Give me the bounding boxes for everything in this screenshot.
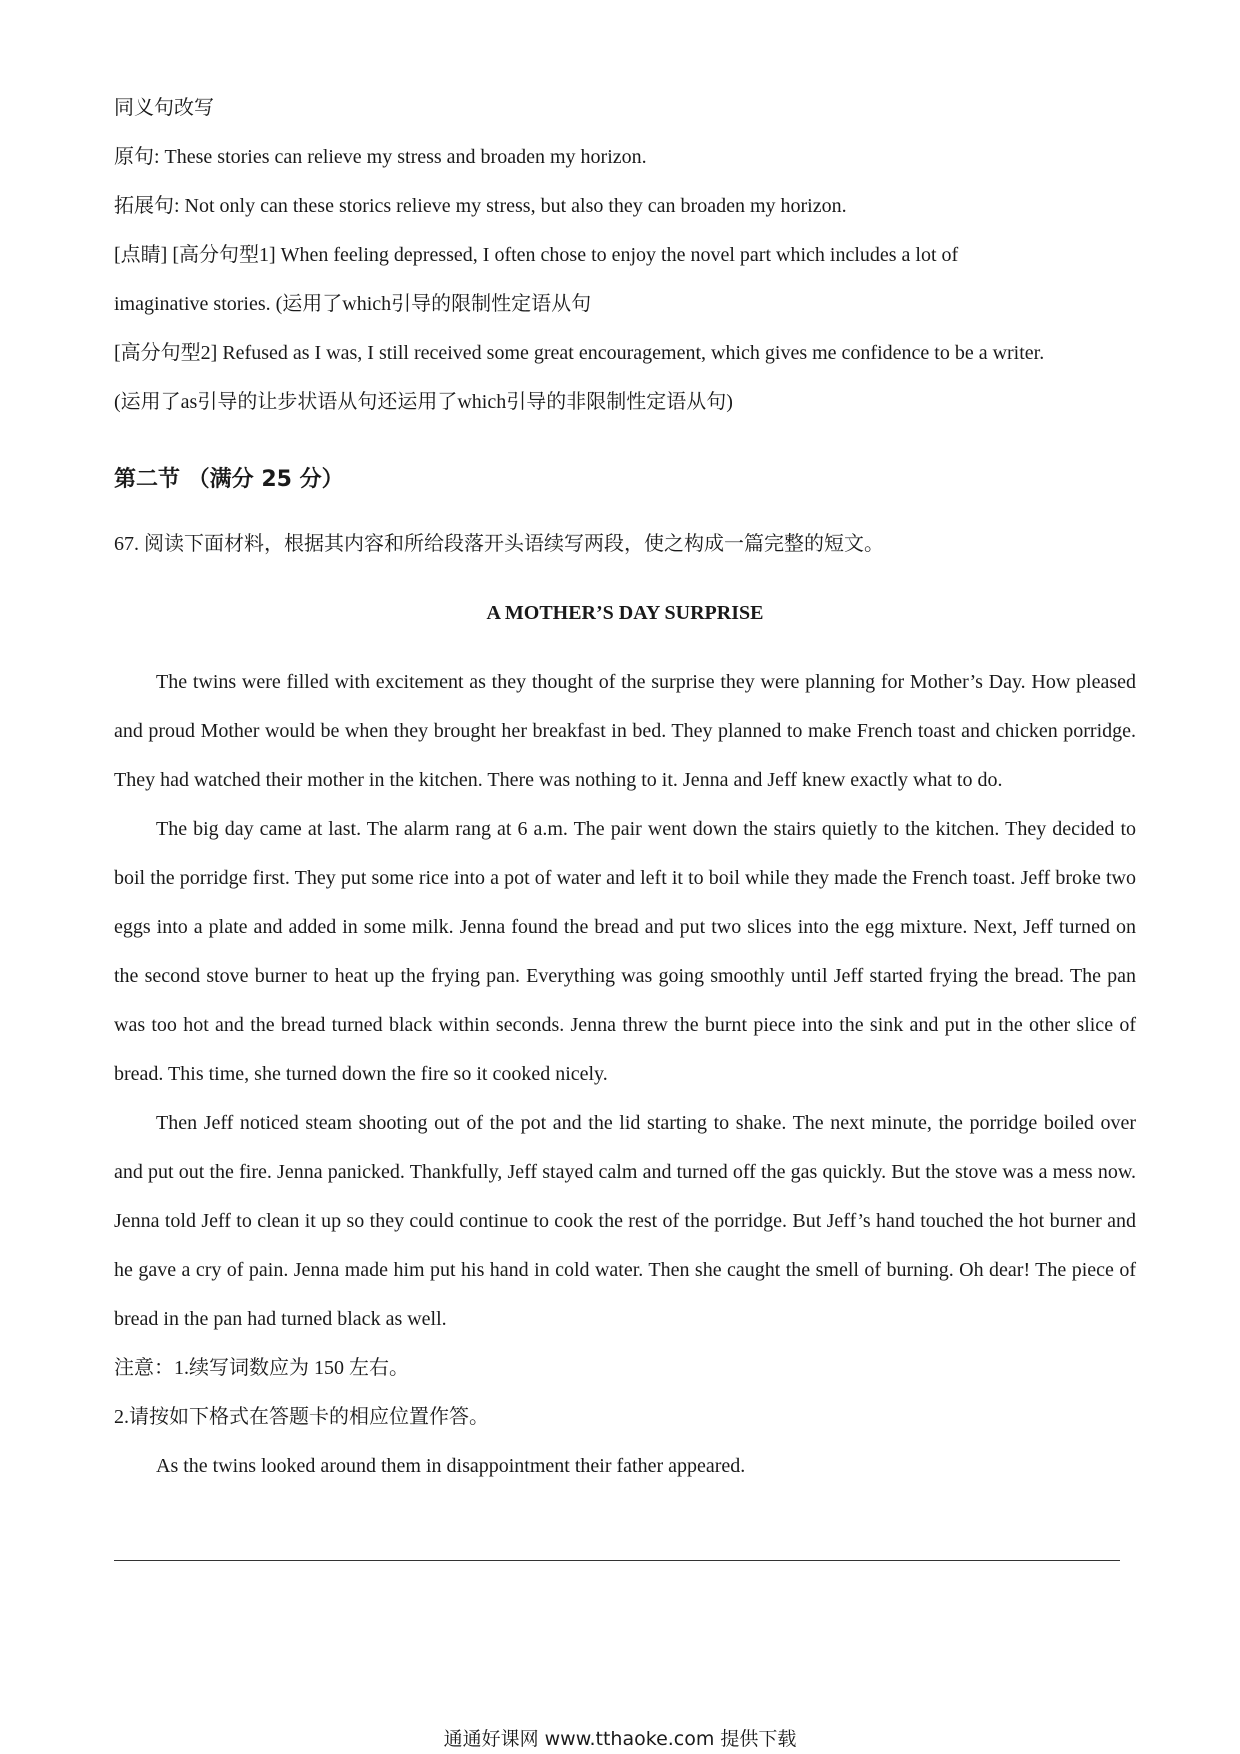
point2-line1: [高分句型2] Refused as I was, I still received some great encouragement, which gives me confidence to be a writer. <box>114 342 1045 364</box>
notes-label: 同义句改写 <box>114 97 214 119</box>
section-heading: 第二节 （满分 25 分） <box>114 467 344 492</box>
task-instruction: 67. 阅读下面材料，根据其内容和所给段落开头语续写两段，使之构成一篇完整的短文。 <box>114 533 884 555</box>
story-title: A MOTHER’S DAY SURPRISE <box>486 602 764 624</box>
point1-line2: imaginative stories. (运用了which引导的限制性定语从句 <box>114 293 592 315</box>
original-sentence: 原句: These stories can relieve my stress and broaden my horizon. <box>114 146 647 168</box>
story-paragraph-2: The big day came at last. The alarm rang at 6 a.m. The pair went down the stairs quietly to the kitchen. They decided to boil the porridge first. They put some rice into a pot of water and left it to boil while they made the French toast. Jeff broke two eggs into a plate and added in some milk. Jenna found the bread and put two slices into the egg mixture. Next, Jeff turned on the second stove burner to heat up the frying pan. Everything was going smoothly until Jeff started frying the bread. The pan was too hot and the bread turned black within seconds. Jenna threw the burnt piece into the sink and put in the other slice of bread. This time, she turned down the fire so it cooked nicely. <box>114 818 1136 1085</box>
story-paragraph-3: Then Jeff noticed steam shooting out of the pot and the lid starting to shake. The next minute, the porridge boiled over and put out the fire. Jenna panicked. Thankfully, Jeff stayed calm and turned off the gas quickly. But the stove was a mess now. Jenna told Jeff to clean it up so they could continue to cook the rest of the porridge. But Jeff’s hand touched the hot burner and he gave a cry of pain. Jenna made him put his hand in cold water. Then she caught the smell of burning. Oh dear! The piece of bread in the pan had turned black as well. <box>114 1112 1136 1330</box>
expanded-sentence: 拓展句: Not only can these storics relieve my stress, but also they can broaden my horizon. <box>114 195 847 217</box>
answer-line <box>114 1560 1120 1561</box>
footer-credit: 通通好课网 www.tthaoke.com 提供下载 <box>443 1728 797 1750</box>
point2-line2: (运用了as引导的让步状语从句还运用了which引导的非限制性定语从句) <box>114 391 733 413</box>
note-format: 2.请按如下格式在答题卡的相应位置作答。 <box>114 1406 489 1428</box>
document-page <box>114 97 1136 1491</box>
note-word-count: 注意：1.续写词数应为 150 左右。 <box>114 1357 409 1379</box>
point1-line1: [点睛] [高分句型1] When feeling depressed, I often chose to enjoy the novel part which includes a lot of <box>114 244 959 266</box>
story-paragraph-1: The twins were filled with excitement as they thought of the surprise they were planning for Mother’s Day. How pleased and proud Mother would be when they brought her breakfast in bed. They planned to make French toast and chicken porridge. They had watched their mother in the kitchen. There was nothing to it. Jenna and Jeff knew exactly what to do. <box>114 671 1136 791</box>
continuation-opening: As the twins looked around them in disappointment their father appeared. <box>156 1455 746 1477</box>
